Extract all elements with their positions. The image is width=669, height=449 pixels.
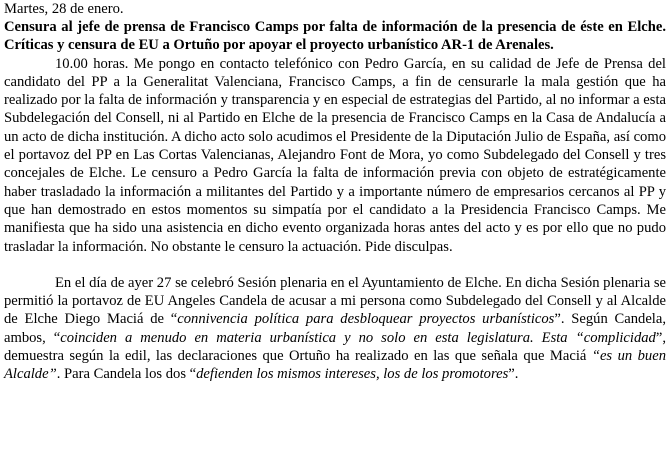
quote-buen-alcalde: “es un buen Alcalde” [4, 348, 666, 383]
quote-promotores: defienden los mismos intereses, los de los promotores [196, 366, 509, 383]
paragraph-2-text-1: En el día de ayer 27 se celebró Sesión plenaria en el Ayuntamiento de Elche. En dicha Sesión plenaria se permitió la portavoz de EU Angeles Candela de acusar a mi persona como Subdelegado del Consell y al Alcalde de Elche Diego Maciá de “ [4, 274, 666, 328]
headline: Censura al jefe de prensa de Francisco Camps por falta de información de la presencia de éste en Elche. Críticas y censura de EU a Ortuño por apoyar el proyecto urbanístico AR-1 de Arenales. [4, 19, 666, 54]
paragraph-2 [4, 274, 666, 384]
date-line: Martes, 28 de enero. [4, 1, 124, 17]
quote-connivencia: connivencia política para desbloquear proyectos urbanísticos [177, 311, 555, 328]
paragraph-2-text-4: . Para Candela los dos “ [56, 366, 197, 383]
quote-coinciden: coinciden a menudo en materia urbanística y no solo en esta legislatura. Esta “complicidad [60, 329, 656, 346]
paragraph-2-text-3: ”, demuestra según la edil, las declaraciones que Ortuño ha realizado en las que señala que Maciá [4, 329, 666, 365]
paragraph-1: 10.00 horas. Me pongo en contacto telefónico con Pedro García, en su calidad de Jefe de Prensa del candidato del PP a la Generalitat Valenciana, Francisco Camps, a fin de censurarle la mala gestión que ha realizado por la falta de información y transparencia y en especial de estrategias del Partido, al no informar a esta Subdelegación del Consell, ni al Partido en Elche de la presencia de Francisco Camps en la Casa de Andalucía a un acto de dicha institución. A dicho acto solo acudimos el Presidente de la Diputación Julio de España, así como el portavoz del PP en Las Cortas Valencianas, Alejandro Font de Mora, yo como Subdelegado del Consell y tres concejales de Elche. Le censuro a Pedro García la falta de información previa con objeto de estratégicamente haber trasladado la información a militantes del Partido y a importante número de empresarios cercanos al PP y que han demostrado en estos momentos su simpatía por el candidato a la Presidencia Francisco Camps. Me manifiesta que ha sido una asistencia en dicho evento organizada horas antes del acto y es por ello que no pudo trasladar la información. No obstante le censuro la actuación. Pide disculpas. [4, 55, 666, 255]
paragraph-2-text-2: ”. Según Candela, ambos, “ [4, 311, 666, 346]
paragraph-2-text-5: ”. [508, 366, 519, 383]
